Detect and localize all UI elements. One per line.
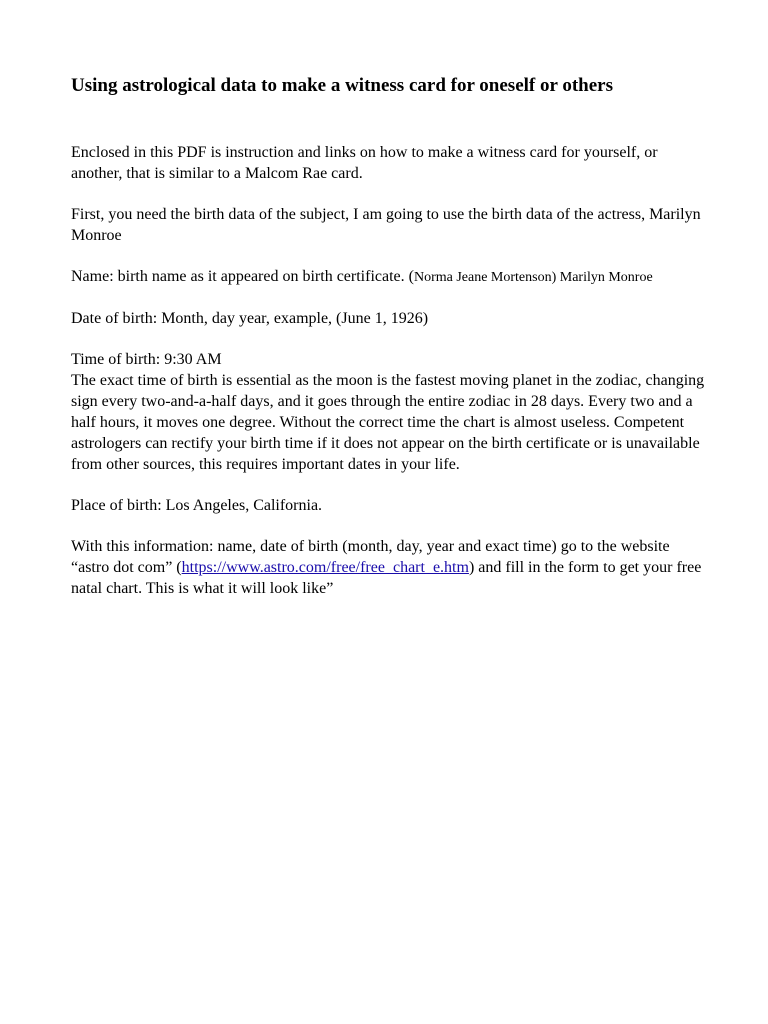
date-of-birth-paragraph: Date of birth: Month, day year, example, (June 1, 1926): [71, 310, 429, 327]
name-value: Norma Jeane Mortenson) Marilyn Monroe: [413, 270, 653, 285]
document-content: [71, 73, 711, 619]
name-paragraph: [71, 266, 711, 288]
final-text-before-link: With this information: name, date of birth (month, day, year and exact time) go to the website “astro dot com” (: [71, 538, 670, 576]
document-title: Using astrological data to make a witness card for oneself or others: [71, 75, 613, 96]
first-paragraph: First, you need the birth data of the subject, I am going to use the birth data of the actress, Marilyn Monroe: [71, 206, 701, 244]
time-of-birth-explanation: The exact time of birth is essential as the moon is the fastest moving planet in the zodiac, changing sign every two-and-a-half days, and it goes through the entire zodiac in 28 days. Every two and a half hours, it moves one degree. Without the correct time the chart is almost useless. Competent astrologers can rectify your birth time if it does not appear on the birth certificate or is unavailable from other sources, this requires important dates in your life.: [71, 372, 705, 473]
name-label: Name: birth name as it appeared on birth certificate. (: [71, 268, 414, 285]
astro-chart-link[interactable]: https://www.astro.com/free/free_chart_e.htm: [181, 559, 469, 576]
place-of-birth-paragraph: Place of birth: Los Angeles, California.: [71, 497, 323, 514]
intro-paragraph: Enclosed in this PDF is instruction and links on how to make a witness card for yourself, or another, that is similar to a Malcom Rae card.: [71, 144, 658, 182]
final-paragraph: [71, 536, 711, 599]
final-text-after-link: ) and fill in the form to get your free natal chart. This is what it will look like”: [71, 559, 702, 597]
time-of-birth-line: Time of birth: 9:30 AM: [71, 351, 222, 368]
